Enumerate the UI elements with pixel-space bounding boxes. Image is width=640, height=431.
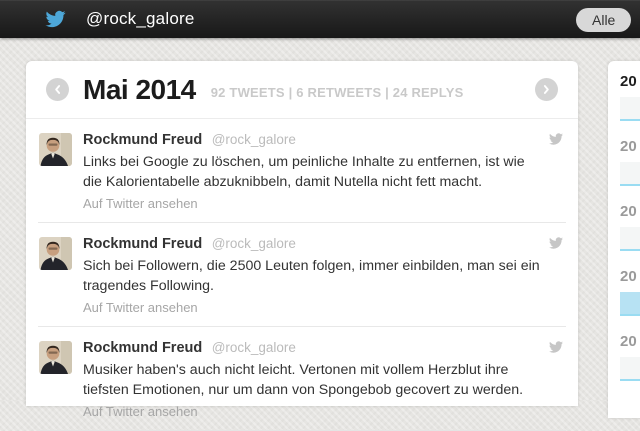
tweet-item <box>38 223 566 327</box>
tweet-byline <box>83 236 544 252</box>
tweet-author-handle: @rock_galore <box>211 340 296 355</box>
tweet-author-handle: @rock_galore <box>211 236 296 251</box>
tweet-byline <box>83 132 544 148</box>
year-activity-chart <box>620 162 640 186</box>
year-label: 20 <box>620 138 637 155</box>
month-stats: 92 TWEETS | 6 RETWEETS | 24 REPLYS <box>210 84 464 100</box>
prev-month-button[interactable] <box>46 78 69 101</box>
tweet-text: Links bei Google zu löschen, um peinliche Inhalte zu entfernen, ist wie die Kalorientabelle abzuknibbeln, damit Nutella nicht fett macht. <box>83 154 525 190</box>
year-label: 20 <box>620 73 637 90</box>
sidebar-year-item[interactable] <box>620 268 640 316</box>
year-activity-chart <box>620 357 640 381</box>
view-on-twitter-link[interactable]: Auf Twitter ansehen <box>83 404 198 419</box>
chevron-left-icon <box>51 83 64 96</box>
twitter-bird-icon[interactable] <box>548 340 564 354</box>
tweet-content <box>83 132 566 213</box>
year-activity-chart <box>620 227 640 251</box>
tweet-content <box>83 340 566 421</box>
top-bar <box>0 0 640 38</box>
tweet-byline <box>83 340 544 356</box>
year-sidebar <box>608 61 640 418</box>
view-on-twitter-link[interactable]: Auf Twitter ansehen <box>83 196 198 211</box>
tweet-content <box>83 236 566 317</box>
twitter-bird-icon[interactable] <box>548 236 564 250</box>
filter-all-button[interactable]: Alle <box>576 8 631 32</box>
month-header <box>26 61 578 119</box>
sidebar-year-item[interactable] <box>620 138 640 186</box>
tweet-item <box>38 327 566 431</box>
year-label: 20 <box>620 268 637 285</box>
twitter-bird-icon[interactable] <box>548 132 564 146</box>
year-label: 20 <box>620 203 637 220</box>
twitter-logo-icon <box>44 9 67 29</box>
account-handle: @rock_galore <box>86 9 195 28</box>
year-activity-chart <box>620 292 640 316</box>
view-on-twitter-link[interactable]: Auf Twitter ansehen <box>83 300 198 315</box>
tweet-archive-panel <box>26 61 578 419</box>
tweet-author-name: Rockmund Freud <box>83 236 203 252</box>
tweet-author-name: Rockmund Freud <box>83 132 203 148</box>
avatar <box>39 133 72 166</box>
tweet-item <box>38 119 566 223</box>
sidebar-year-item[interactable] <box>620 333 640 381</box>
tweet-author-name: Rockmund Freud <box>83 340 203 356</box>
sidebar-year-item[interactable] <box>620 73 640 121</box>
chevron-right-icon <box>540 83 553 96</box>
year-label: 20 <box>620 333 637 350</box>
year-activity-chart <box>620 97 640 121</box>
next-month-button[interactable] <box>535 78 558 101</box>
tweet-text: Sich bei Followern, die 2500 Leuten folgen, immer einbilden, man sei ein tragendes Following. <box>83 258 540 294</box>
tweet-author-handle: @rock_galore <box>211 132 296 147</box>
avatar <box>39 237 72 270</box>
month-title: Mai 2014 <box>83 73 196 105</box>
tweet-text: Musiker haben's auch nicht leicht. Vertonen mit vollem Herzblut ihre tiefsten Emotionen, nur um dann von Spongebob gecovert zu werden. <box>83 362 524 398</box>
avatar <box>39 341 72 374</box>
sidebar-year-item[interactable] <box>620 203 640 251</box>
